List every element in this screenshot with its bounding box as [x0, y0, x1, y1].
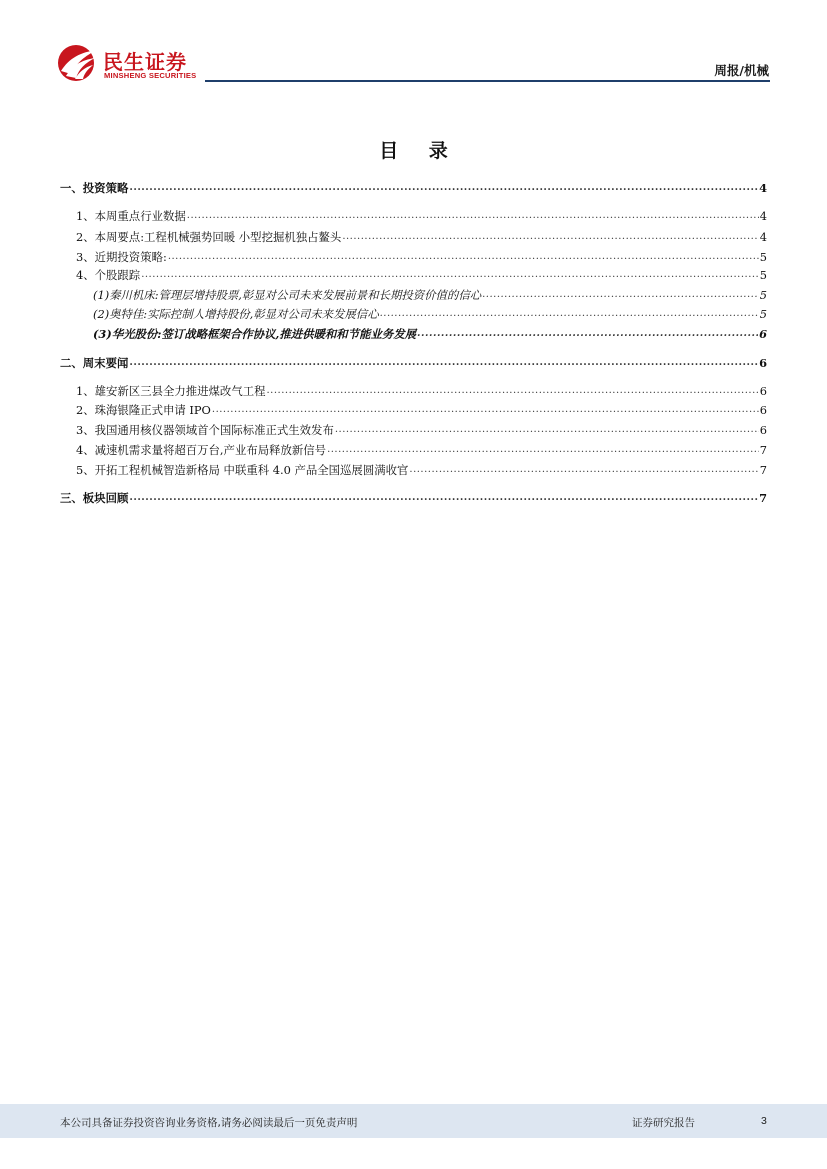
toc-entry-page: 7 [759, 463, 767, 477]
toc-entry-page: 6 [759, 403, 767, 417]
toc-entry-page: 6 [759, 384, 767, 398]
toc-leader-dots [141, 268, 759, 282]
toc-leader-dots [129, 356, 758, 370]
toc-entry-label: 5、开拓工程机械智造新格局 中联重科 4.0 产品全国巡展圆满收官 [76, 463, 409, 477]
toc-leader-dots [168, 250, 759, 264]
page-footer [0, 1104, 827, 1138]
toc-entry-label: (3)华光股份:签订战略框架合作协议,推进供暖和和节能业务发展 [93, 327, 417, 341]
toc-entry-page: 4 [759, 230, 767, 244]
toc-leader-dots [327, 443, 759, 457]
page-header [0, 0, 827, 90]
toc-entry-page: 5 [759, 307, 767, 321]
toc-entry-1-3[interactable] [76, 248, 767, 264]
toc-entry-1-4-1[interactable] [93, 286, 767, 302]
toc-entry-section-2[interactable] [60, 354, 767, 370]
toc-entry-1-4-3[interactable] [93, 325, 767, 341]
minsheng-logo-icon [57, 44, 99, 82]
toc-leader-dots [187, 209, 759, 223]
toc-entry-2-3[interactable] [76, 421, 767, 437]
toc-leader-dots [482, 288, 759, 302]
toc-entry-label: (1)秦川机床:管理层增持股票,彰显对公司未来发展前景和长期投资价值的信心 [93, 288, 482, 302]
toc-entry-page: 5 [759, 288, 767, 302]
toc-entry-page: 7 [759, 491, 767, 505]
toc-leader-dots [335, 423, 759, 437]
toc-leader-dots [129, 181, 758, 195]
toc-entry-label: 3、近期投资策略: [76, 250, 167, 264]
toc-entry-2-2[interactable] [76, 401, 767, 417]
toc-entry-label: 4、个股跟踪 [76, 268, 141, 282]
toc-entry-page: 4 [759, 181, 767, 195]
toc-entry-1-1[interactable] [76, 207, 767, 223]
footer-page-number: 3 [761, 1115, 767, 1127]
toc-entry-page: 5 [759, 250, 767, 264]
toc-entry-1-2[interactable] [76, 228, 767, 244]
toc-entry-2-1[interactable] [76, 382, 767, 398]
toc-title: 目 录 [379, 140, 460, 162]
company-logo [57, 44, 207, 84]
toc-entry-label: 二、周末要闻 [60, 356, 129, 370]
toc-leader-dots [129, 491, 758, 505]
toc-entry-1-4-2[interactable] [93, 305, 767, 321]
toc-entry-label: 1、本周重点行业数据 [76, 209, 186, 223]
toc-leader-dots [380, 307, 759, 321]
toc-leader-dots [342, 230, 758, 244]
toc-leader-dots [417, 327, 758, 341]
toc-entry-2-5[interactable] [76, 461, 767, 477]
report-category: 周报/机械 [714, 63, 769, 78]
toc-leader-dots [267, 384, 759, 398]
toc-entry-page: 6 [759, 423, 767, 437]
footer-document-type: 证券研究报告 [632, 1117, 695, 1129]
toc-entry-1-4[interactable] [76, 266, 767, 282]
toc-entry-page: 5 [759, 268, 767, 282]
toc-entry-label: 1、雄安新区三县全力推进煤改气工程 [76, 384, 266, 398]
toc-entry-label: 3、我国通用核仪器领域首个国际标准正式生效发布 [76, 423, 334, 437]
toc-entry-2-4[interactable] [76, 441, 767, 457]
toc-entry-label: (2)奥特佳:实际控制人增持股份,彰显对公司未来发展信心 [93, 307, 379, 321]
toc-entry-section-1[interactable] [60, 179, 767, 195]
toc-entry-label: 2、珠海银隆正式申请 IPO [76, 403, 211, 417]
logo-english-name: MINSHENG SECURITIES [104, 71, 197, 80]
toc-entry-page: 4 [759, 209, 767, 223]
toc-entry-page: 6 [759, 356, 767, 370]
toc-entry-label: 三、板块回顾 [60, 491, 129, 505]
toc-entry-page: 6 [759, 327, 767, 341]
toc-entry-label: 4、减速机需求量将超百万台,产业布局释放新信号 [76, 443, 327, 457]
toc-entry-page: 7 [759, 443, 767, 457]
toc-entry-label: 一、投资策略 [60, 181, 129, 195]
toc-leader-dots [409, 463, 758, 477]
toc-leader-dots [212, 403, 759, 417]
toc-entry-label: 2、本周要点:工程机械强势回暖 小型挖掘机独占鳌头 [76, 230, 342, 244]
logo-chinese-name: 民生证券 [103, 50, 187, 74]
header-divider [205, 80, 770, 82]
footer-disclaimer: 本公司具备证券投资咨询业务资格,请务必阅读最后一页免责声明 [60, 1117, 358, 1129]
toc-entry-section-3[interactable] [60, 489, 767, 505]
